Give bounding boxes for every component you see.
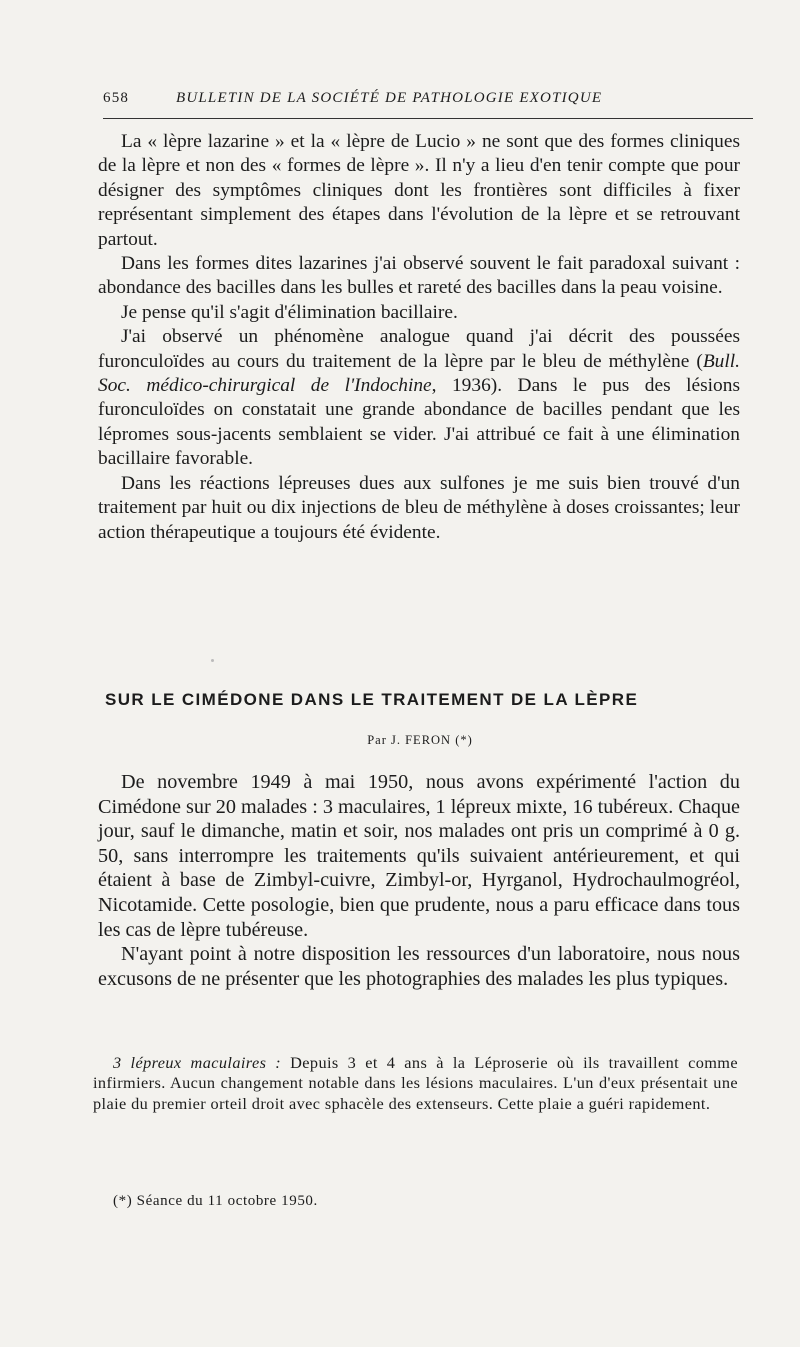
- previous-article-text: [98, 130, 740, 545]
- article-title: SUR LE CIMÉDONE DANS LE TRAITEMENT DE LA LÈPRE: [105, 690, 639, 709]
- paragraph: [98, 325, 740, 471]
- article-author: Par J. FERON (*): [367, 733, 473, 747]
- case-note: [93, 1053, 738, 1114]
- paragraph: N'ayant point à notre disposition les ressources d'un laboratoire, nous nous excusons de ne présenter que les photographies des malades les plus typiques.: [98, 943, 740, 990]
- paragraph: La « lèpre lazarine » et la « lèpre de Lucio » ne sont que des formes cliniques de la lèpre et non des « formes de lèpre ». Il n'y a lieu d'en tenir compte que pour désigner des symptômes cliniques dont les frontières sont difficiles à fixer représentant simplement des étapes dans l'évolution de la lèpre et se retrouvant partout.: [98, 131, 740, 250]
- running-title: BULLETIN DE LA SOCIÉTÉ DE PATHOLOGIE EXOTIQUE: [176, 90, 603, 106]
- note-lead: 3 lépreux maculaires :: [113, 1053, 282, 1072]
- paragraph: Je pense qu'il s'agit d'élimination bacillaire.: [121, 301, 458, 323]
- page-number: 658: [103, 90, 130, 106]
- paragraph: Dans les réactions lépreuses dues aux sulfones je me suis bien trouvé d'un traitement par huit ou dix injections de bleu de méthylène à doses croissantes; leur action thérapeutique a toujours été évidente.: [98, 472, 740, 543]
- note-paragraph: [93, 1053, 738, 1114]
- text-run: J'ai observé un phénomène analogue quand j'ai décrit des poussées furonculoïdes au cours du traitement de la lèpre par le bleu de méthylène (: [98, 326, 740, 372]
- article-body: [98, 770, 740, 991]
- note-text: Depuis 3 et 4 ans à la Léproserie où ils travaillent comme infirmiers. Aucun changement notable dans les lésions maculaires. L'un d'eux présentait une plaie du premier orteil droit avec sphacèle des extenseurs. Cette plaie a guéri rapidement.: [93, 1053, 738, 1113]
- citation: Bull. Soc. médico-chirurgical de l'Indochine: [98, 350, 740, 397]
- footnote: (*) Séance du 11 octobre 1950.: [113, 1193, 318, 1209]
- text-run: , 1936). Dans le pus des lésions furonculoïdes on constatait une grande abondance de bacilles pendant que les lépromes sous-jacents semblaient se vider. J'ai attribué ce fait à une élimination bacillaire favorable.: [98, 375, 740, 470]
- ink-speck: [211, 659, 214, 662]
- paragraph: De novembre 1949 à mai 1950, nous avons expérimenté l'action du Cimédone sur 20 malades : 3 maculaires, 1 lépreux mixte, 16 tubéreux. Chaque jour, sauf le dimanche, matin et soir, nos malades ont pris un comprimé à 0 g. 50, sans interrompre les traitements qu'ils suivaient antérieurement, et qui étaient à base de Zimbyl-cuivre, Zimbyl-or, Hyrganol, Hydrochaulmogréol, Nicotamide. Cette posologie, bien que prudente, nous a paru efficace dans tous les cas de lèpre tubéreuse.: [98, 771, 740, 941]
- header-rule: [103, 118, 753, 119]
- paragraph: Dans les formes dites lazarines j'ai observé souvent le fait paradoxal suivant : abondance des bacilles dans les bulles et rareté des bacilles dans la peau voisine.: [98, 253, 740, 299]
